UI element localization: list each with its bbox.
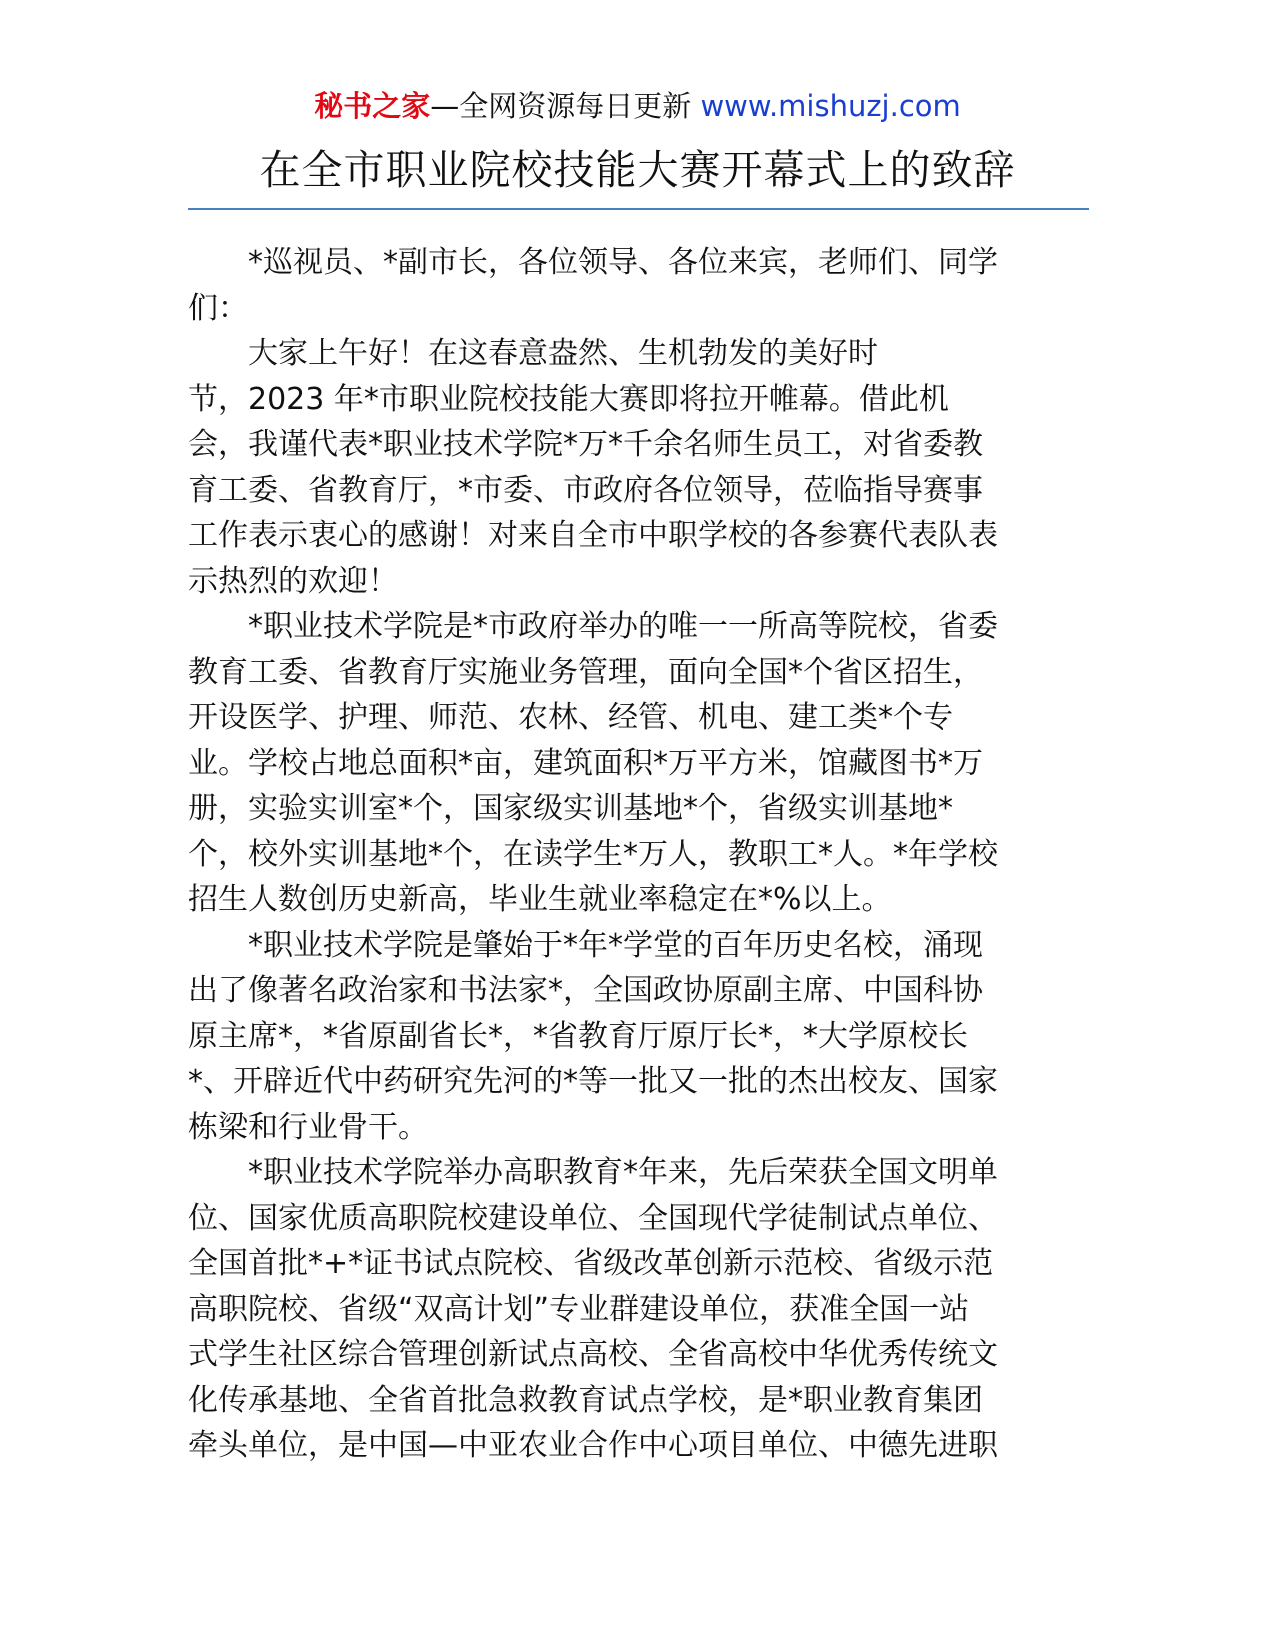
brand-name: 秘书之家 (314, 89, 431, 123)
body-text-line: 招生人数创历史新高，毕业生就业率稳定在*%以上。 (188, 882, 892, 917)
body-text-line: 式学生社区综合管理创新试点高校、全省高校中华优秀传统文 (188, 1337, 998, 1372)
body-text-line: 原主席*，*省原副省长*，*省教育厅原厅长*，*大学原校长 (188, 1018, 968, 1054)
body-text-line: 册，实验实训室*个，国家级实训基地*个，省级实训基地* (188, 791, 953, 826)
body-text-line: 牵头单位，是中国—中亚农业合作中心项目单位、中德先进职 (188, 1428, 998, 1463)
body-text-line: *职业技术学院是*市政府举办的唯一一所高等院校，省委 (248, 609, 998, 644)
body-text-line: *职业技术学院是肇始于*年*学堂的百年历史名校，涌现 (248, 927, 983, 963)
body-text-line: 节，2023 年*市职业院校技能大赛即将拉开帷幕。借此机 (188, 381, 949, 417)
body-text-line: 育工委、省教育厅，*市委、市政府各位领导，莅临指导赛事 (188, 472, 983, 508)
document-title: 在全市职业院校技能大赛开幕式上的致辞 (259, 146, 1016, 194)
body-text-line: *、开辟近代中药研究先河的*等一批又一批的杰出校友、国家 (188, 1064, 998, 1099)
body-text-line: 教育工委、省教育厅实施业务管理，面向全国*个省区招生， (188, 654, 983, 690)
body-text-line: 会，我谨代表*职业技术学院*万*千余名师生员工，对省委教 (188, 427, 983, 462)
body-text-line: 们： (188, 290, 248, 326)
body-text-line: 栋梁和行业骨干。 (188, 1109, 428, 1145)
document-body (188, 240, 1089, 1469)
body-text-line: 全国首批*+*证书试点院校、省级改革创新示范校、省级示范 (188, 1246, 994, 1281)
site-header (0, 86, 1275, 126)
body-text-line: 化传承基地、全省首批急救教育试点学校，是*职业教育集团 (188, 1382, 983, 1418)
body-text-line: *巡视员、*副市长，各位领导、各位来宾，老师们、同学 (248, 245, 998, 280)
body-text-line: 开设医学、护理、师范、农林、经管、机电、建工类*个专 (188, 700, 953, 735)
header-tagline: —全网资源每日更新 (430, 89, 701, 123)
body-text-line: 工作表示衷心的感谢！对来自全市中职学校的各参赛代表队表 (188, 518, 998, 553)
body-text-line: 个，校外实训基地*个，在读学生*万人，教职工*人。*年学校 (188, 836, 998, 872)
body-text-line: 高职院校、省级“双高计划”专业群建设单位，获准全国一站 (188, 1291, 970, 1327)
site-url-link[interactable]: www.mishuzj.com (700, 89, 961, 123)
body-text-line: 位、国家优质高职院校建设单位、全国现代学徒制试点单位、 (188, 1200, 998, 1236)
body-text-line: 出了像著名政治家和书法家*，全国政协原副主席、中国科协 (188, 973, 983, 1008)
body-text-line: 示热烈的欢迎！ (188, 563, 398, 599)
body-text-line: *职业技术学院举办高职教育*年来，先后荣获全国文明单 (248, 1155, 998, 1190)
body-text-line: 大家上午好！在这春意盎然、生机勃发的美好时 (248, 336, 878, 371)
body-text-line: 业。学校占地总面积*亩，建筑面积*万平方米，馆藏图书*万 (188, 745, 983, 781)
title-divider (188, 208, 1089, 210)
